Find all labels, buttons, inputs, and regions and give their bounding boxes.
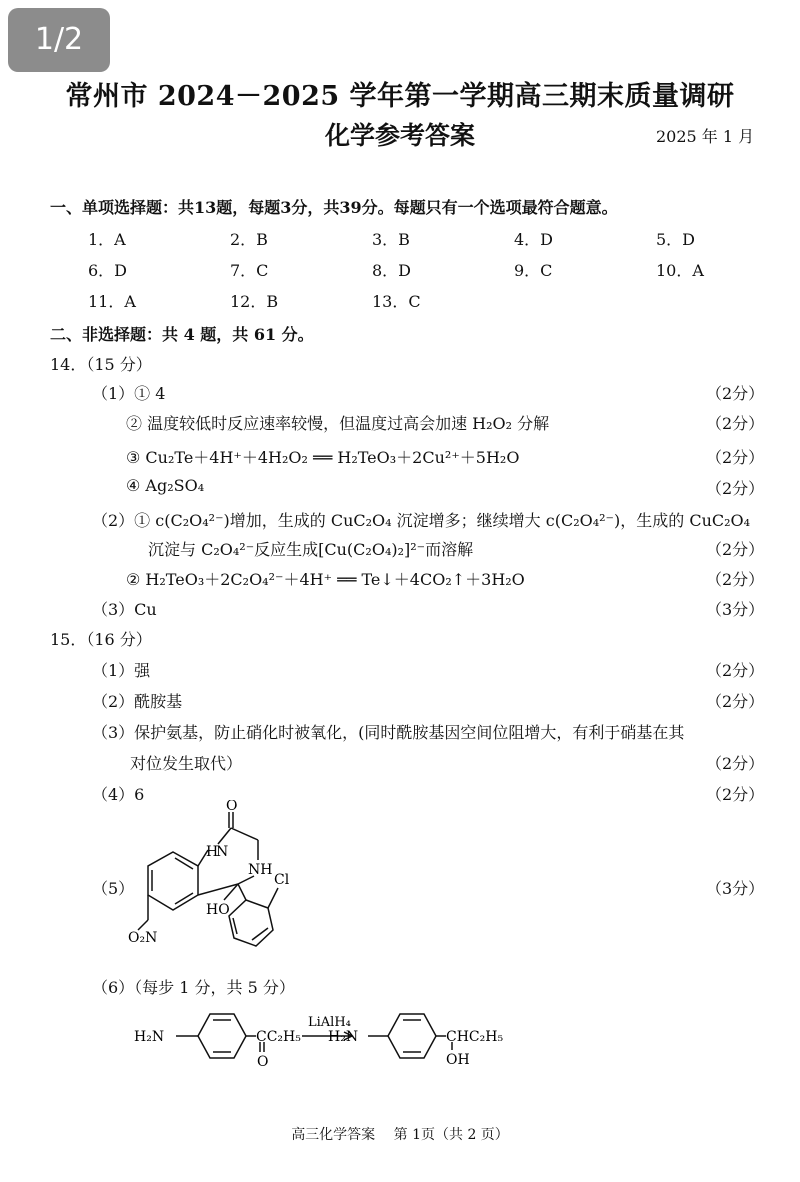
score: （2分） (706, 384, 765, 403)
page-footer: 高三化学答案 第 1页（共 2 页） (291, 1127, 509, 1143)
scheme-label: O (257, 1054, 269, 1070)
q15-part4: （4）6 (92, 785, 145, 804)
score: （2分） (706, 570, 765, 589)
answer-item: 11．A (88, 292, 136, 311)
answer-item: 13．C (372, 292, 421, 311)
atom-label: O₂N (128, 930, 158, 946)
score: （2分） (706, 661, 765, 680)
score: （2分） (706, 479, 765, 498)
score: （2分） (706, 754, 765, 773)
q14-part1-1: （1）① 4 (92, 384, 166, 403)
q15-part1: （1）强 (92, 661, 151, 680)
score: （2分） (706, 448, 765, 467)
score: （3分） (706, 879, 765, 898)
answer-item: 9．C (514, 261, 553, 280)
section2-heading: 二、非选择题：共 4 题，共 61 分。 (50, 325, 314, 344)
q14-part3: （3）Cu (92, 600, 157, 619)
benzodiazepine-structure (128, 800, 308, 960)
q14-part1-4: ④ Ag₂SO₄ (126, 476, 205, 495)
section1-heading: 一、单项选择题：共13题，每题3分，共39分。每题只有一个选项最符合题意。 (50, 198, 618, 217)
page-subtitle: 化学参考答案 (324, 121, 475, 150)
q14-header: 14．（15 分） (50, 355, 152, 374)
score: （2分） (706, 414, 765, 433)
answer-item: 2．B (230, 230, 268, 249)
atom-label: NH (248, 862, 273, 878)
page-title: 常州市 2024－2025 学年第一学期高三期末质量调研 (65, 81, 735, 112)
score: （2分） (706, 692, 765, 711)
answer-item: 5．D (656, 230, 696, 249)
q15-part3-line1: （3）保护氨基，防止硝化时被氧化，(同时酰胺基因空间位阻增大，有利于硝基在其 (92, 723, 685, 742)
q14-part2-2-equation: ② H₂TeO₃＋2C₂O₄²⁻＋4H⁺ ══ Te↓＋4CO₂↑＋3H₂O (126, 570, 525, 589)
score: （2分） (706, 540, 765, 559)
scheme-label: CHC₂H₅ (446, 1029, 504, 1045)
answer-item: 7．C (230, 261, 269, 280)
q15-part6: （6）（每步 1 分，共 5 分） (92, 978, 295, 997)
q15-part5: （5） (92, 879, 135, 898)
scheme-label: H₂N (134, 1029, 165, 1045)
q14-part2-1-line2: 沉淀与 C₂O₄²⁻反应生成[Cu(C₂O₄)₂]²⁻而溶解 (148, 540, 474, 559)
answer-item: 10．A (656, 261, 704, 280)
answer-item: 4．D (514, 230, 554, 249)
q15-header: 15．（16 分） (50, 630, 152, 649)
answer-item: 8．D (372, 261, 412, 280)
atom-label: H (206, 844, 219, 860)
atom-label: HO (206, 902, 230, 918)
scheme-label: OH (446, 1052, 470, 1068)
scheme-label: H₂N (328, 1029, 359, 1045)
q14-part2-1-line1: （2）① c(C₂O₄²⁻)增加，生成的 CuC₂O₄ 沉淀增多；继续增大 c(C₂O₄²⁻)，生成的 CuC₂O₄ (92, 511, 751, 530)
q14-part1-2: ② 温度较低时反应速率较慢，但温度过高会加速 H₂O₂ 分解 (126, 414, 550, 433)
atom-label: O (226, 800, 238, 814)
q15-part3-line2: 对位发生取代） (130, 754, 243, 773)
score: （2分） (706, 785, 765, 804)
score: （3分） (706, 600, 765, 619)
exam-date: 2025 年 1 月 (656, 127, 755, 146)
q15-part2: （2）酰胺基 (92, 692, 183, 711)
reaction-scheme (132, 1006, 552, 1076)
answer-item: 12．B (230, 292, 279, 311)
answer-item: 6．D (88, 261, 128, 280)
atom-label: Cl (274, 872, 290, 888)
atom-label: N (216, 844, 229, 860)
answer-item: 3．B (372, 230, 410, 249)
page-indicator-badge: 1/2 (8, 8, 110, 72)
answer-item: 1．A (88, 230, 126, 249)
q14-part1-3-equation: ③ Cu₂Te＋4H⁺＋4H₂O₂ ══ H₂TeO₃＋2Cu²⁺＋5H₂O (126, 448, 520, 467)
scheme-label: CC₂H₅ (256, 1029, 301, 1045)
reagent-label: LiAlH₄ (308, 1015, 351, 1030)
